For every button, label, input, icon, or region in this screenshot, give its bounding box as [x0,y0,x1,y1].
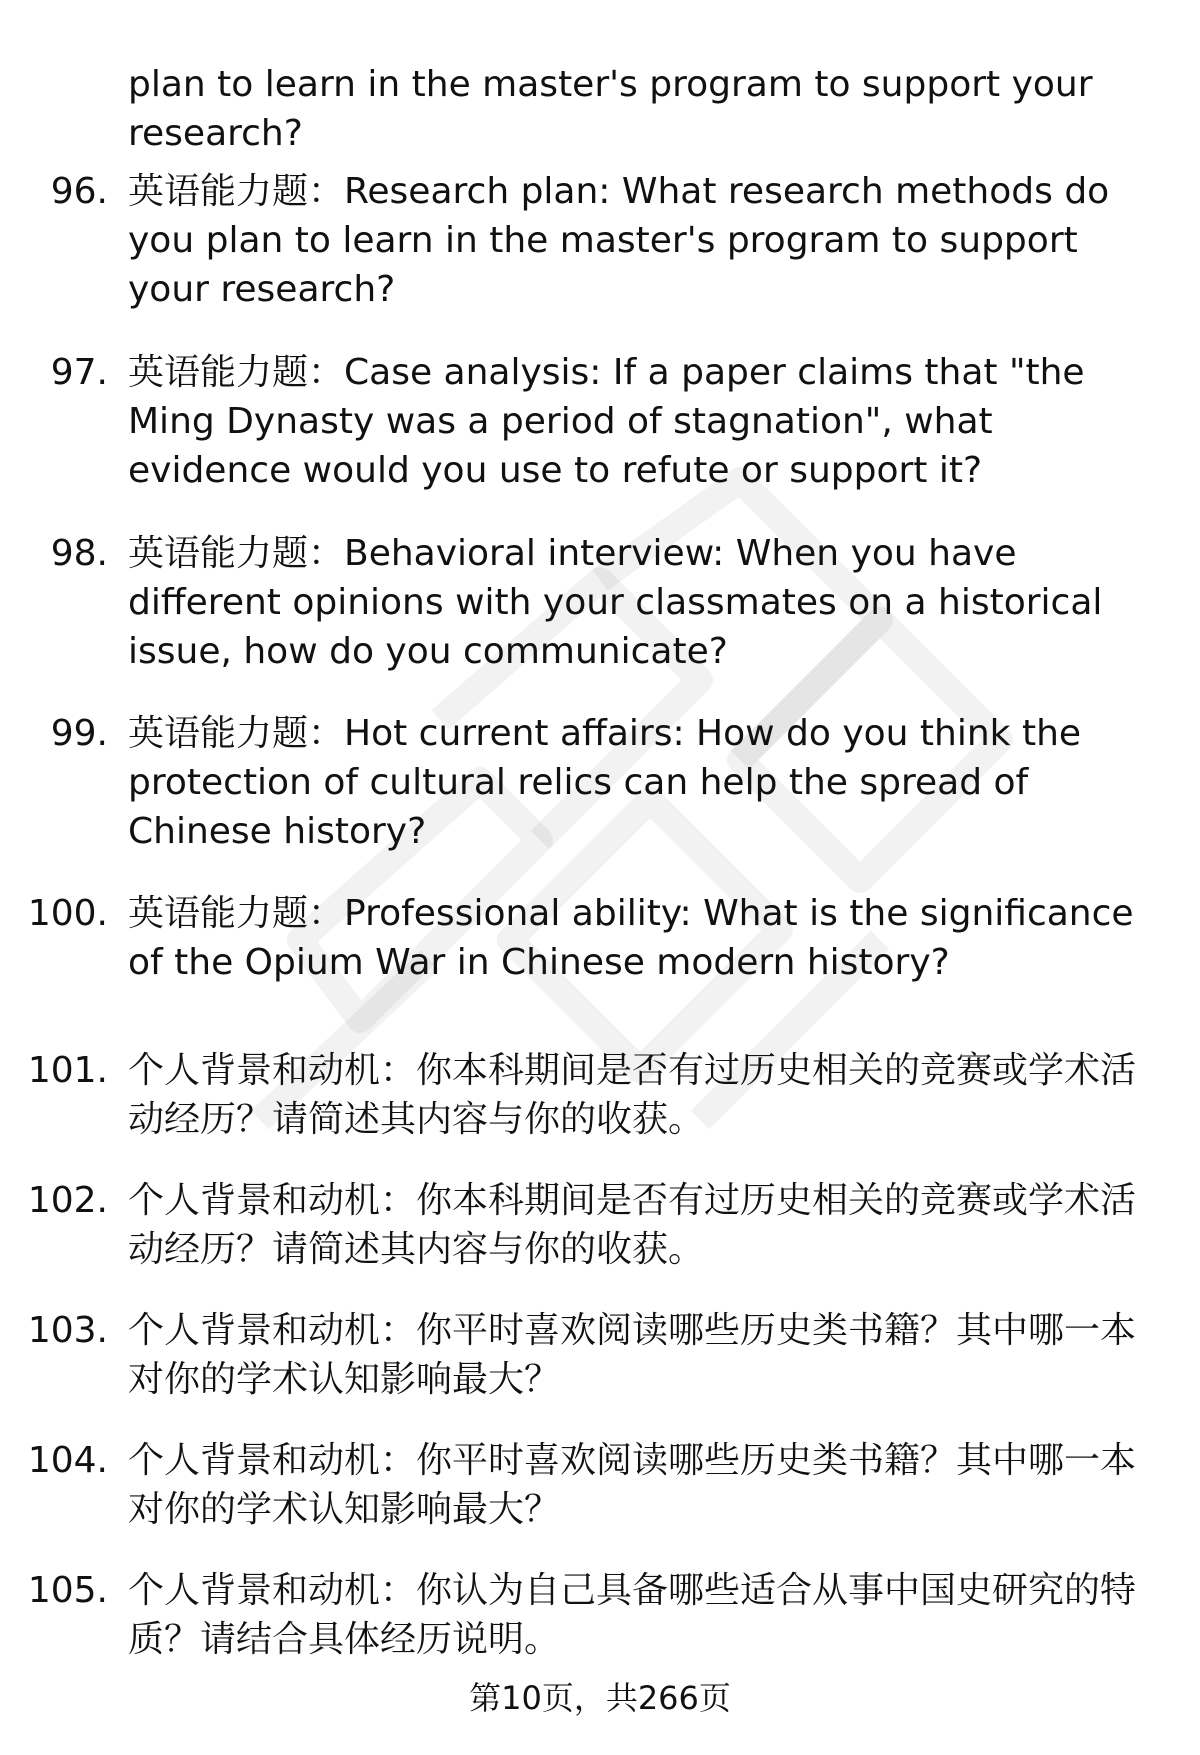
question-text: 英语能力题：Professional ability: What is the significance of the Opium War in Chinese modern history? [128,893,1134,983]
question-number: 105. [27,1570,108,1611]
question-number: 100. [27,893,108,934]
question-text: 个人背景和动机：你平时喜欢阅读哪些历史类书籍？其中哪一本对你的学术认知影响最大？ [128,1440,1137,1530]
question-text: 英语能力题：Case analysis: If a paper claims that "the Ming Dynasty was a period of stagnation", what evidence would you use to refute or support it? [128,352,1085,491]
question-number: 102. [27,1180,108,1221]
question-text: 英语能力题：Behavioral interview: When you have different opinions with your classmates on a historical issue, how do you communicate? [128,533,1103,672]
continuation-text: plan to learn in the master's program to support your research? [128,64,1093,154]
question-text: 个人背景和动机：你本科期间是否有过历史相关的竞赛或学术活动经历？请简述其内容与你的收获。 [128,1050,1137,1140]
question-number: 104. [27,1440,108,1481]
question-text: 英语能力题：Hot current affairs: How do you think the protection of cultural relics can help the spread of Chinese history? [128,713,1082,852]
question-number: 103. [27,1310,108,1351]
question-text: 个人背景和动机：你本科期间是否有过历史相关的竞赛或学术活动经历？请简述其内容与你的收获。 [128,1180,1137,1270]
question-number: 97. [50,352,108,393]
question-number: 98. [50,533,108,574]
question-text: 英语能力题：Research plan: What research methods do you plan to learn in the master's program to support your research? [128,171,1110,310]
question-number: 96. [50,171,108,212]
question-number: 101. [27,1050,108,1091]
page-footer: 第10页，共266页 [469,1679,731,1717]
question-text: 个人背景和动机：你认为自己具备哪些适合从事中国史研究的特质？请结合具体经历说明。 [128,1570,1137,1660]
question-number: 99. [50,713,108,754]
question-text: 个人背景和动机：你平时喜欢阅读哪些历史类书籍？其中哪一本对你的学术认知影响最大？ [128,1310,1137,1400]
